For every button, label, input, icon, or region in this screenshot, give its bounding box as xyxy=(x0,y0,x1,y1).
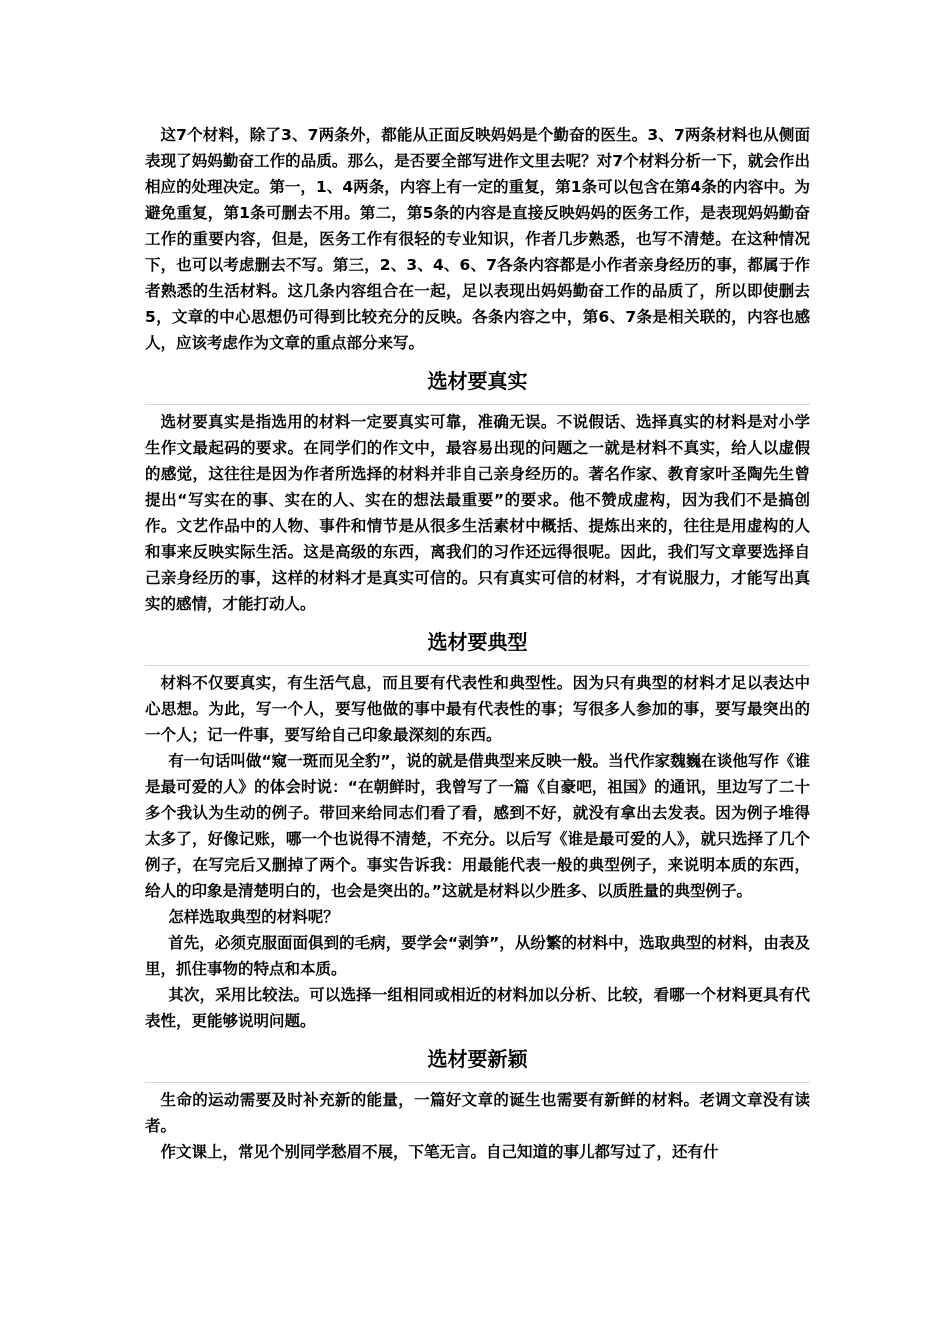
section-paragraph: 作文课上，常见个别同学愁眉不展，下笔无言。自己知道的事儿都写过了，还有什 xyxy=(160,1143,719,1161)
section-title: 选材要典型 xyxy=(427,630,528,654)
section-paragraph: 有一句话叫做“窥一斑而见全豹”，说的就是借典型来反映一般。当代作家魏巍在谈他写作《谁是最可爱的人》的体会时说：“在朝鲜时，我曾写了一篇《自豪吧，祖国》的通讯，里边写了二十多个我认为生动的例子。带回来给同志们看了看，感到不好，就没有拿出去发表。因为例子堆得太多了，好像记账，哪一个也说得不清楚，不充分。以后写《谁是最可爱的人》，就只选择了几个例子，在写完后又删掉了两个。事实告诉我：用最能代表一般的典型例子，来说明本质的东西，给人的印象是清楚明白的，也会是突出的。”这就是材料以少胜多、以质胜量的典型例子。 xyxy=(145,752,810,900)
intro-paragraph: 这7个材料，除了3、7两条外，都能从正面反映妈妈是个勤奋的医生。3、7两条材料也从侧面表现了妈妈勤奋工作的品质。那么，是否要全部写进作文里去呢？对7个材料分析一下，就会作出相应的处理决定。第一，1、4两条，内容上有一定的重复，第1条可以包含在第4条的内容中。为避免重复，第1条可删去不用。第二，第5条的内容是直接反映妈妈的医务工作，是表现妈妈勤奋工作的重要内容，但是，医务工作有很轻的专业知识，作者几步熟悉，也写不清楚。在这种情况下，也可以考虑删去不写。第三，2、3、4、6、7各条内容都是小作者亲身经历的事，都属于作者熟悉的生活材料。这几条内容组合在一起，足以表现出妈妈勤奋工作的品质了，所以即使删去5，文章的中心思想仍可得到比较充分的反映。各条内容之中，第6、7条是相关联的，内容也感人，应该考虑作为文章的重点部分来写。 xyxy=(145,126,810,352)
section-paragraph: 首先，必须克服面面俱到的毛病，要学会“剥笋”，从纷繁的材料中，选取典型的材料，由表及里，抓住事物的特点和本质。 xyxy=(145,934,810,978)
section-title: 选材要真实 xyxy=(427,369,528,393)
section-novelty xyxy=(145,1038,810,1165)
document-page xyxy=(145,122,810,1165)
section-divider xyxy=(145,665,810,666)
section-divider xyxy=(145,404,810,405)
section-paragraph: 怎样选取典型的材料呢？ xyxy=(168,908,339,926)
section-paragraph: 材料不仅要真实，有生活气息，而且要有代表性和典型性。因为只有典型的材料才足以表达中心思想。为此，写一个人，要写他做的事中最有代表性的事；写很多人参加的事，要写最突出的一个人；记一件事，要写给自己印象最深刻的东西。 xyxy=(145,674,810,744)
section-paragraph: 生命的运动需要及时补充新的能量，一篇好文章的诞生也需要有新鲜的材料。老调文章没有读者。 xyxy=(145,1091,810,1135)
section-typicality xyxy=(145,621,810,1034)
section-divider xyxy=(145,1082,810,1083)
section-title: 选材要新颖 xyxy=(427,1047,528,1071)
section-paragraph: 其次，采用比较法。可以选择一组相同或相近的材料加以分析、比较，看哪一个材料更具有代表性，更能够说明问题。 xyxy=(145,986,810,1030)
section-authenticity xyxy=(145,360,810,617)
section-paragraph: 选材要真实是指选用的材料一定要真实可靠，准确无误。不说假话、选择真实的材料是对小学生作文最起码的要求。在同学们的作文中，最容易出现的问题之一就是材料不真实，给人以虚假的感觉，这往往是因为作者所选择的材料并非自己亲身经历的。著名作家、教育家叶圣陶先生曾提出“写实在的事、实在的人、实在的想法最重要”的要求。他不赞成虚构，因为我们不是搞创作。文艺作品中的人物、事件和情节是从很多生活素材中概括、提炼出来的，往往是用虚构的人和事来反映实际生活。这是高级的东西，离我们的习作还远得很呢。因此，我们写文章要选择自己亲身经历的事，这样的材料才是真实可信的。只有真实可信的材料，才有说服力，才能写出真实的感情，才能打动人。 xyxy=(145,413,810,613)
